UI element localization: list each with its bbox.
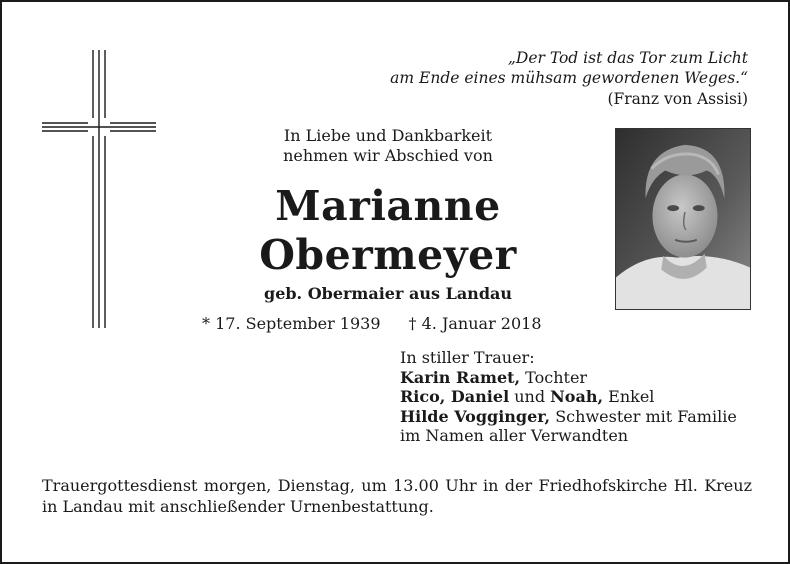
service-announcement bbox=[42, 475, 752, 517]
cross-icon bbox=[42, 50, 156, 328]
intro-line-1: In Liebe und Dankbarkeit bbox=[283, 126, 493, 145]
mourner-line: im Namen aller Verwandten bbox=[400, 426, 629, 445]
quote-author: (Franz von Assisi) bbox=[607, 90, 748, 108]
mourner-line: Karin Ramet, Tochter bbox=[400, 367, 588, 387]
mourners-heading: In stiller Trauer: bbox=[400, 348, 535, 367]
life-dates bbox=[202, 314, 542, 334]
service-line-2: Hl. Kreuz in Landau mit anschließender Urnenbestattung. bbox=[42, 476, 752, 516]
intro-text bbox=[238, 126, 538, 166]
deceased-name bbox=[218, 182, 558, 280]
quote-line-1: „Der Tod ist das Tor zum Licht bbox=[507, 49, 748, 67]
first-name: Marianne bbox=[275, 182, 501, 230]
mourner-line: Hilde Vogginger, Schwester mit Familie bbox=[400, 406, 737, 426]
birth-date: * 17. September 1939 bbox=[202, 314, 381, 333]
portrait-photo bbox=[615, 128, 751, 310]
last-name: Obermeyer bbox=[259, 231, 517, 279]
death-date: † 4. Januar 2018 bbox=[408, 314, 542, 333]
service-line-1: Trauergottesdienst morgen, Dienstag, um 13.00 Uhr in der Friedhofskirche bbox=[42, 476, 668, 495]
mourner-line: Rico, Daniel und Noah, Enkel bbox=[400, 387, 655, 406]
mourners-list bbox=[400, 348, 737, 446]
intro-line-2: nehmen wir Abschied von bbox=[283, 146, 493, 165]
quote bbox=[268, 48, 748, 88]
maiden-name: geb. Obermaier aus Landau bbox=[264, 284, 512, 303]
quote-line-2: am Ende eines mühsam gewordenen Weges.“ bbox=[390, 69, 748, 87]
